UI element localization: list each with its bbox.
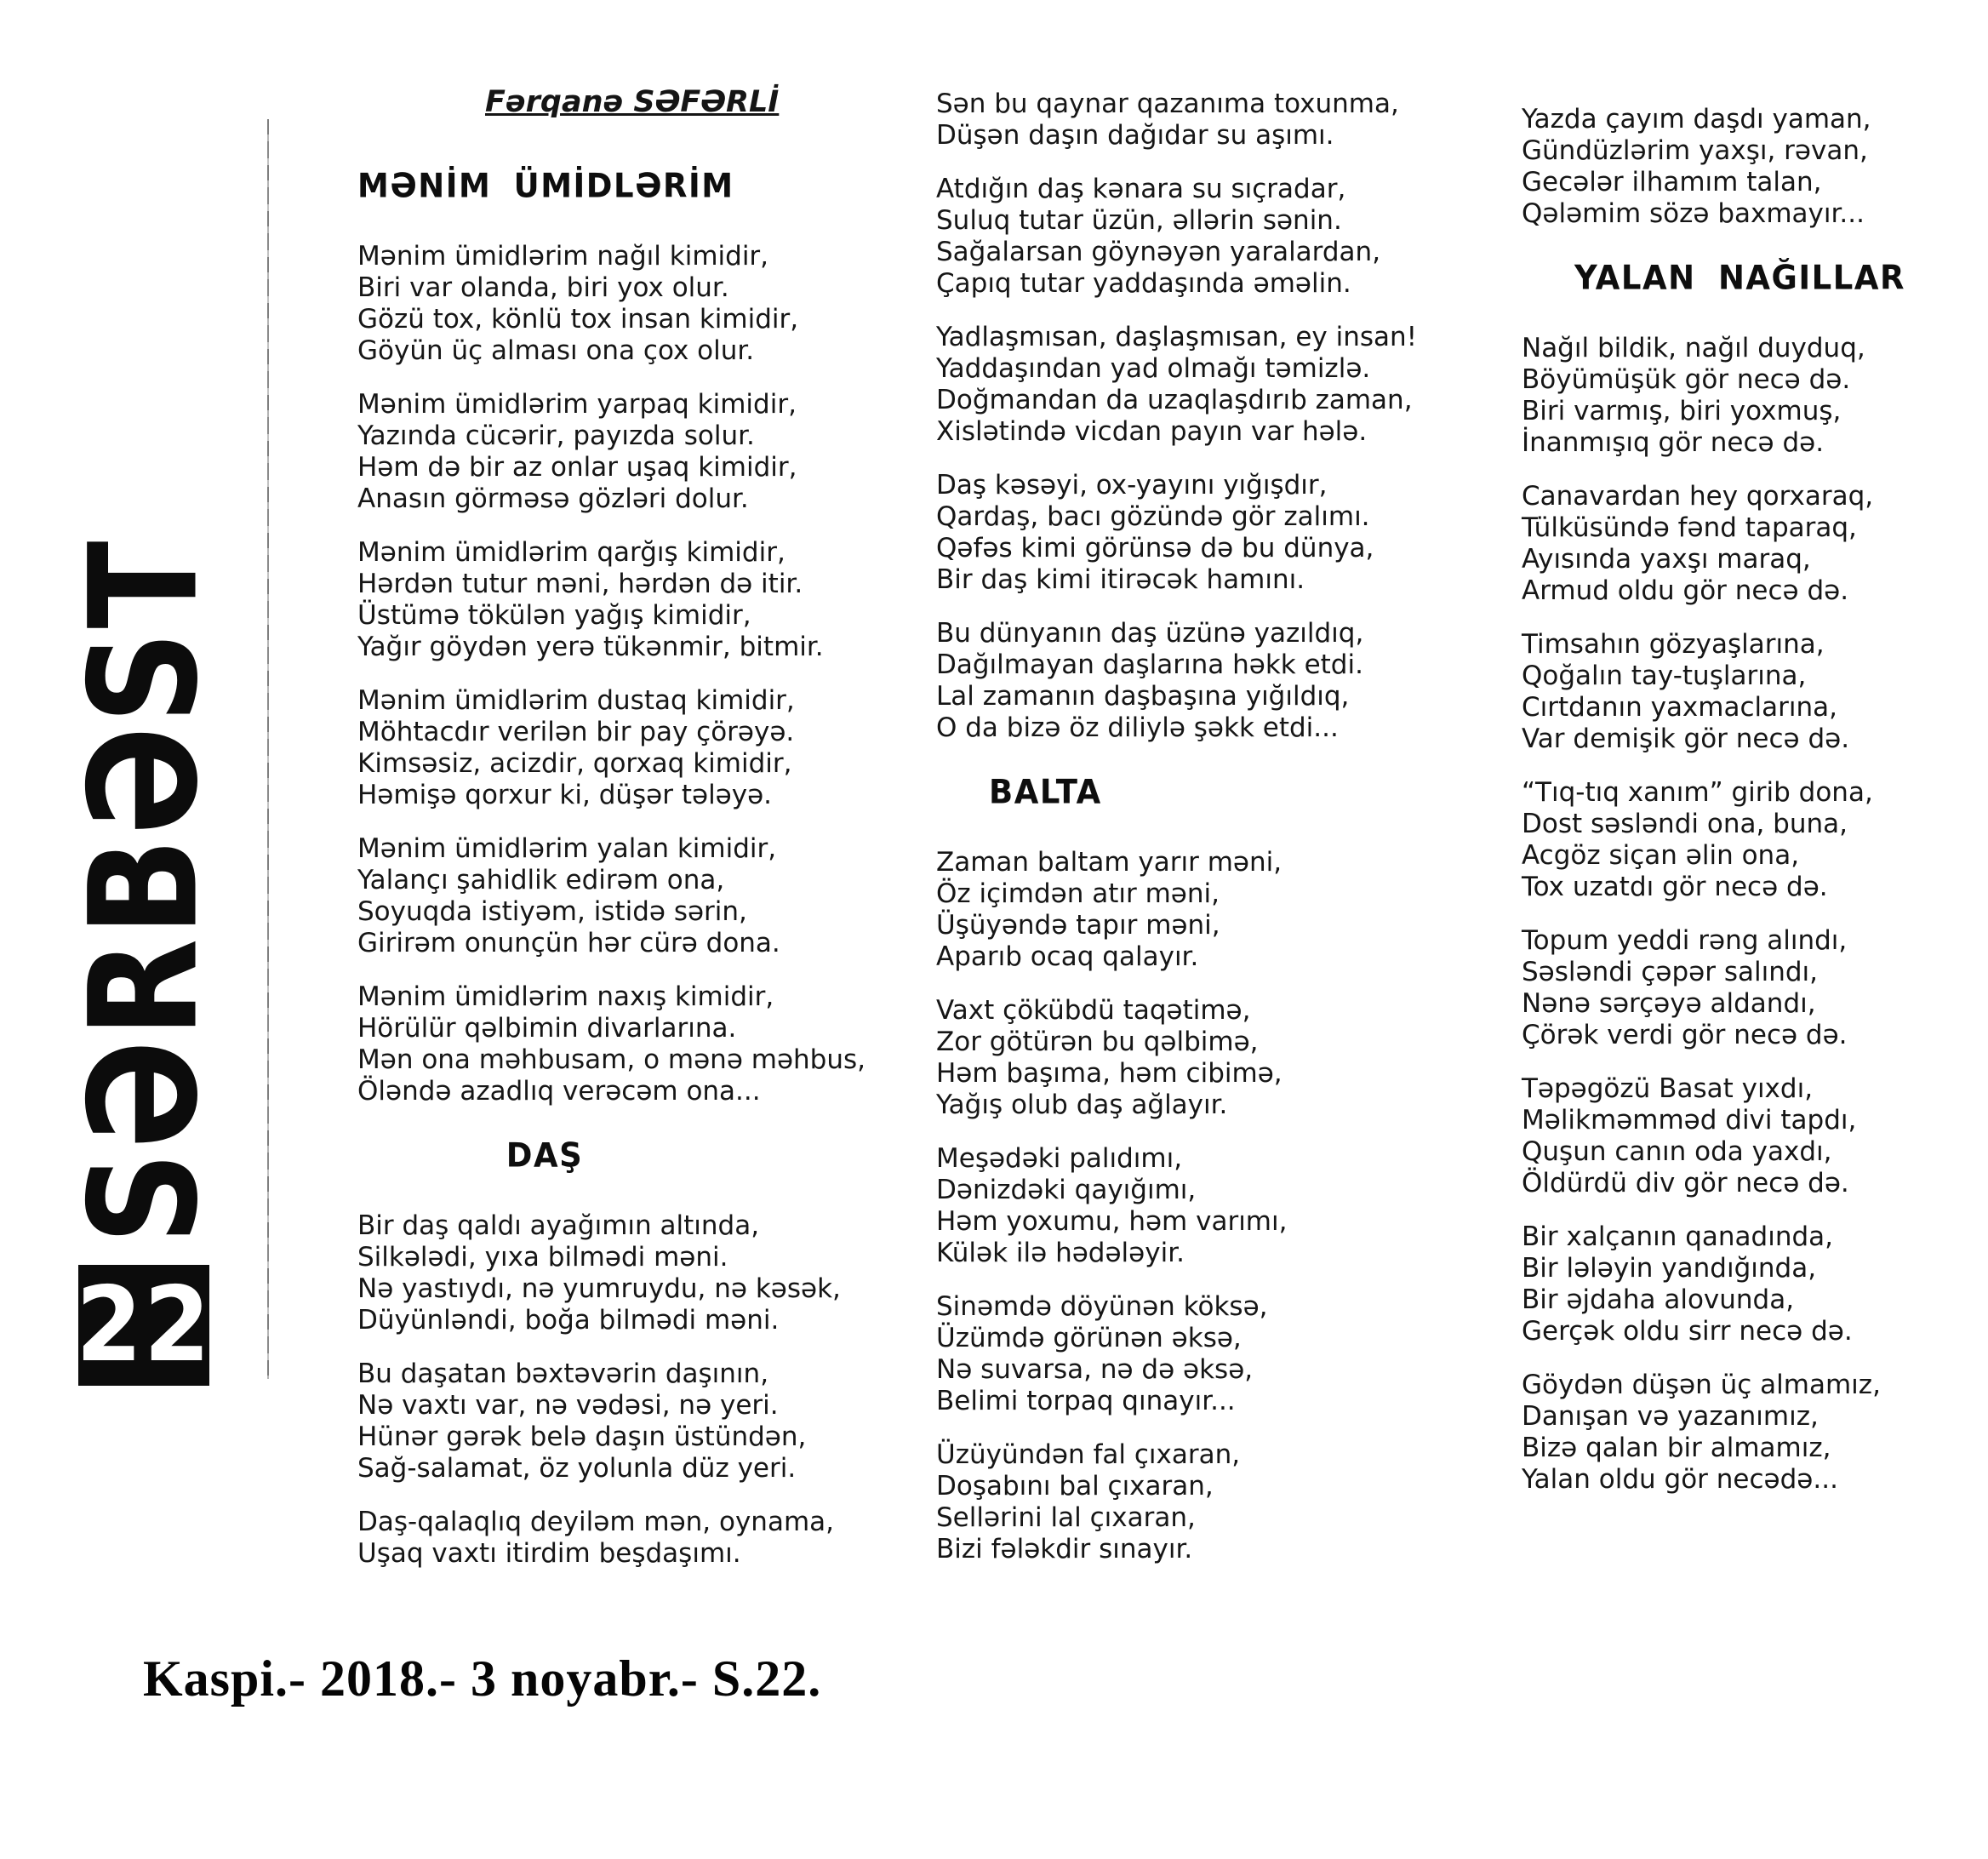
poem-line: Topum yeddi rəng alındı, [1522,925,1848,956]
poem-line: Bir daş qaldı ayağımın altında, [357,1210,760,1241]
text-column-2 [936,89,1418,1587]
stanza [357,1507,851,1570]
poem-line: Meşədəki palıdımı, [936,1143,1183,1174]
poem-line: Quşun canın oda yaxdı, [1522,1136,1832,1167]
stanza [357,389,851,515]
poem-line: Doğmandan da uzaqlaşdırıb zaman, [936,385,1413,415]
poem-line: Külək ilə hədələyir. [936,1238,1185,1268]
poem-line: Möhtacdır verilən bir pay çörəyə. [357,717,795,747]
poem-line: Daş-qalaqlıq deyiləm mən, oynama, [357,1507,834,1537]
poem-line: Mənim ümidlərim naxış kimidir, [357,981,774,1012]
poem-line: Dost səsləndi ona, buna, [1522,809,1848,839]
poem-line: Bir lələyin yandığında, [1522,1253,1817,1284]
poem-line: Gündüzlərim yaxşı, rəvan, [1522,135,1868,166]
poem-line: Nənə sərçəyə aldandı, [1522,988,1816,1019]
stanza [357,833,851,959]
poem-line: Hərdən tutur məni, hərdən də itir. [357,569,803,599]
poem-line: Düşən daşın dağıdar su aşımı. [936,120,1334,151]
stanza [936,470,1413,596]
poem-line: Nə suvarsa, nə də əksə, [936,1354,1254,1385]
poem-line: Düyünləndi, boğa bilmədi məni. [357,1305,780,1336]
poem-line: Göyün üç alması ona çox olur. [357,335,755,366]
poem-line: Soyuqda istiyəm, istidə sərin, [357,896,747,927]
author-byline: Fərqanə SƏFƏRLİ [485,85,780,119]
stanza [1522,925,1988,1051]
poem-line: Mənim ümidlərim dustaq kimidir, [357,685,795,716]
poem-line: Biri var olanda, biri yox olur. [357,272,729,303]
poem-line: Dənizdəki qayığımı, [936,1175,1197,1205]
poem-line: Sinəmdə döyünən köksə, [936,1291,1268,1322]
poem-line: O da bizə öz diliylə şəkk etdi... [936,712,1339,743]
column-divider-line [267,119,269,1379]
poem-line: Yazında cücərir, payızda solur. [357,420,755,451]
text-column-1 [357,85,865,1592]
poem-line: Üzümdə görünən əksə, [936,1323,1242,1353]
poem-line: Aparıb ocaq qalayır. [936,941,1199,972]
stanza [357,1210,851,1336]
poem-line: Doşabını bal çıxaran, [936,1471,1214,1502]
poem-line: Bizə qalan bir almamız, [1522,1433,1831,1463]
poem-line: Xislətində vicdan payın var hələ. [936,416,1368,447]
poem-line: Hörülür qəlbimin divarlarına. [357,1013,737,1044]
poem-line: Səsləndi çəpər salındı, [1522,957,1819,987]
stanza [936,995,1413,1121]
poem-title: YALAN NAĞILLAR [1574,259,1905,298]
poem-line: Həm yoxumu, həm varımı, [936,1206,1288,1237]
stanza [936,322,1418,448]
poem-line: Atdığın daş kənara su sıçradar, [936,174,1346,204]
text-column-3 [1522,104,1988,1518]
poem-line: Öləndə azadlıq verəcəm ona... [357,1076,761,1107]
poem-line: Bu daşatan bəxtəvərin daşının, [357,1358,769,1389]
poem-line: Mənim ümidlərim yalan kimidir, [357,833,777,864]
stanza [936,1143,1413,1269]
poem-line: Qoğalın tay-tuşlarına, [1522,661,1807,691]
poem-line: Acgöz siçan əlin ona, [1522,840,1800,871]
poem-line: Lal zamanın daşbaşına yığıldıq, [936,681,1350,712]
stanza [936,1291,1413,1417]
poem-line: Tülküsündə fənd taparaq, [1522,512,1857,543]
section-banner-vertical-title: SƏRBƏST [57,538,231,1244]
poem-line: Sağ-salamat, öz yolunla düz yeri. [357,1453,797,1484]
stanza [357,537,851,663]
stanza [1522,777,1988,903]
stanza [1522,629,1988,755]
poem-line: Canavardan hey qorxaraq, [1522,481,1874,512]
poem-line: Bir daş kimi itirəcək hamını. [936,564,1305,595]
poem-line: Nə vaxtı var, nə vədəsi, nə yeri. [357,1390,779,1421]
poem-line: Tox uzatdı gör necə də. [1522,872,1828,902]
poem-line: Var demişik gör necə də. [1522,724,1850,754]
poem-title: DAŞ [506,1136,584,1175]
poem-line: Bizi fələkdir sınayır. [936,1534,1193,1564]
stanza [936,847,1413,973]
poem-line: Üstümə tökülən yağış kimidir, [357,600,751,631]
poem-line: Suluq tutar üzün, əllərin sənin. [936,205,1342,236]
poem-line: Üşüyəndə tapır məni, [936,910,1220,941]
poem-line: Daş kəsəyi, ox-yayını yığışdır, [936,470,1328,500]
poem-line: Qəfəs kimi görünsə də bu dünya, [936,533,1374,563]
stanza [1522,1073,1988,1199]
poem-line: Girirəm onunçün hər cürə dona. [357,928,780,958]
poem-line: Zaman baltam yarır məni, [936,847,1282,878]
poem-line: Gecələr ilhamım talan, [1522,167,1822,197]
stanza [357,981,865,1107]
poem-line: Təpəgözü Basat yıxdı, [1522,1073,1814,1104]
poem-line: Həmişə qorxur ki, düşər tələyə. [357,780,773,810]
stanza [936,174,1413,300]
poem-line: Həm də bir az onlar uşaq kimidir, [357,452,797,483]
poem-line: Yalan oldu gör necədə... [1522,1464,1838,1495]
poem-line: Hünər gərək belə daşın üstündən, [357,1421,807,1452]
poem-line: İnanmışıq gör necə də. [1522,427,1825,458]
poem-line: Çapıq tutar yaddaşında əməlin. [936,268,1351,299]
poem-line: Cırtdanın yaxmaclarına, [1522,692,1837,723]
poem-line: Timsahın gözyaşlarına, [1522,629,1825,660]
stanza [357,1358,851,1484]
poem-line: Kimsəsiz, acizdir, qorxaq kimidir, [357,748,792,779]
stanza [936,618,1413,744]
page-number-box [76,1265,212,1386]
poem-line: Armud oldu gör necə də. [1522,575,1849,606]
stanza [1522,333,1988,459]
poem-line: Gözü tox, könlü tox insan kimidir, [357,304,799,335]
stanza [1522,104,1988,230]
poem-line: Sellərini lal çıxaran, [936,1502,1196,1533]
poem-line: Yaddaşından yad olmağı təmizlə. [936,353,1371,384]
poem-line: Bu dünyanın daş üzünə yazıldıq, [936,618,1364,649]
poem-line: Belimi torpaq qınayır... [936,1386,1236,1416]
stanza [357,241,851,367]
poem-line: Mənim ümidlərim yarpaq kimidir, [357,389,797,420]
poem-line: Uşaq vaxtı itirdim beşdaşımı. [357,1538,741,1569]
poem-line: Öz içimdən atır məni, [936,878,1220,909]
poem-line: Nə yastıydı, nə yumruydu, nə kəsək, [357,1273,841,1304]
poem-line: Göydən düşən üç almamız, [1522,1370,1881,1400]
stanza [1522,1370,1988,1496]
source-citation: Kaspi.- 2018.- 3 noyabr.- S.22. [143,1650,822,1707]
poem-line: Gerçək oldu sirr necə də. [1522,1316,1853,1347]
poem-line: Çörək verdi gör necə də. [1522,1020,1848,1050]
poem-line: Zor götürən bu qəlbimə, [936,1027,1259,1057]
poem-title: MƏNİM ÜMİDLƏRİM [357,167,734,206]
poem-line: Yadlaşmısan, daşlaşmısan, ey insan! [936,322,1418,352]
poem-line: Həm başıma, həm cibimə, [936,1058,1282,1089]
poem-line: Sağalarsan göynəyən yaralardan, [936,237,1381,267]
poem-line: Silkələdi, yıxa bilmədi məni. [357,1242,728,1273]
poem-line: Bir xalçanın qanadında, [1522,1221,1834,1252]
poem-line: Qələmim sözə baxmayır... [1522,198,1865,229]
poem-line: Qardaş, bacı gözündə gör zalımı. [936,501,1370,532]
poem-title: BALTA [989,773,1102,812]
stanza [936,1439,1413,1565]
poem-line: Mənim ümidlərim qarğış kimidir, [357,537,785,568]
poem-line: Üzüyündən fal çıxaran, [936,1439,1241,1470]
poem-line: Sən bu qaynar qazanıma toxunma, [936,89,1399,119]
poem-line: Anasın görməsə gözləri dolur. [357,483,749,514]
stanza [1522,1221,1988,1347]
poem-line: Vaxt çökübdü taqətimə, [936,995,1251,1026]
poem-line: Biri varmış, biri yoxmuş, [1522,396,1842,426]
poem-line: Mən ona məhbusam, o mənə məhbus, [357,1044,865,1075]
poem-line: Mənim ümidlərim nağıl kimidir, [357,241,769,272]
poem-line: Öldürdü div gör necə də. [1522,1168,1849,1198]
poem-line: Yalançı şahidlik edirəm ona, [357,865,725,895]
page-number: 22 [76,1265,212,1386]
poem-line: Nağıl bildik, nağıl duyduq, [1522,333,1865,363]
stanza [936,89,1413,152]
poem-line: Yazda çayım daşdı yaman, [1522,104,1871,134]
poem-line: Dağılmayan daşlarına həkk etdi. [936,649,1363,680]
poem-line: “Tıq-tıq xanım” girib dona, [1522,777,1873,808]
stanza [357,685,851,811]
poem-line: Danışan və yazanımız, [1522,1401,1819,1432]
poem-line: Böyümüşük gör necə də. [1522,364,1851,395]
poem-line: Ayısında yaxşı maraq, [1522,544,1811,575]
poem-line: Yağır göydən yerə tükənmir, bitmir. [357,632,824,662]
poem-line: Yağış olub daş ağlayır. [936,1090,1228,1120]
stanza [1522,481,1988,607]
poem-line: Məlikməmməd divi tapdı, [1522,1105,1857,1135]
poem-line: Bir əjdaha alovunda, [1522,1284,1795,1315]
